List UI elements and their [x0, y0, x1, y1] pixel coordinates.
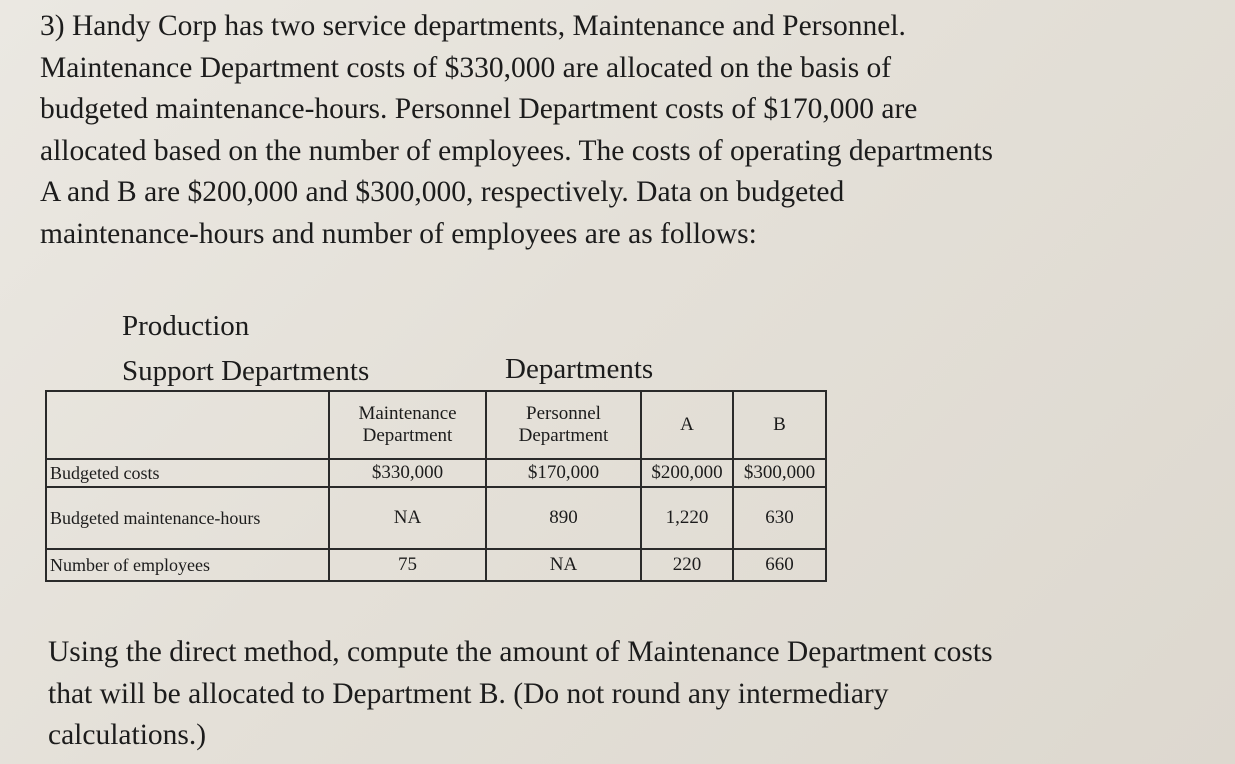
question-line-2: Maintenance Department costs of $330,000 are allocated on the basis of — [40, 51, 892, 84]
question-line-4: allocated based on the number of employees. The costs of operating departments — [40, 134, 993, 167]
table-row — [46, 487, 826, 549]
footer-line-2: that will be allocated to Department B. (Do not round any intermediary — [48, 677, 889, 710]
cell-hours-personnel-value: 890 — [549, 507, 578, 528]
header-b: B — [733, 391, 826, 459]
cell-employees-personnel: NA — [486, 549, 641, 581]
table-row — [46, 459, 826, 487]
header-personnel-line1: Personnel — [526, 403, 601, 424]
header-personnel-line2: Department — [518, 425, 609, 446]
row-label-maintenance-hours: Budgeted maintenance-hours — [46, 487, 329, 549]
departments-header: Departments — [505, 353, 654, 385]
support-departments-header: Support Departments — [122, 355, 370, 387]
footer-line-1: Using the direct method, compute the amount of Maintenance Department costs — [48, 636, 993, 668]
cell-hours-personnel — [486, 487, 641, 549]
row-label-employees: Number of employees — [46, 549, 329, 581]
cell-hours-maintenance — [329, 487, 486, 549]
question-text — [40, 6, 1220, 255]
question-line-5: A and B are $200,000 and $300,000, respectively. Data on budgeted — [40, 176, 845, 208]
question-line-6: maintenance-hours and number of employees are as follows: — [40, 217, 757, 250]
cell-hours-b-value: 630 — [765, 507, 794, 528]
row-label-budgeted-costs: Budgeted costs — [46, 459, 329, 487]
cell-employees-b: 660 — [733, 549, 826, 581]
cell-hours-maintenance-value: NA — [393, 507, 422, 528]
header-maintenance-line1: Maintenance — [358, 403, 457, 424]
table-row — [46, 549, 826, 581]
cell-hours-a-value: 1,220 — [665, 507, 709, 528]
cell-employees-maintenance: 75 — [329, 549, 486, 581]
question-line-3: budgeted maintenance-hours. Personnel Department costs of $170,000 are — [40, 93, 918, 125]
header-maintenance — [329, 391, 486, 459]
footer-line-3: calculations.) — [48, 719, 207, 751]
header-a: A — [641, 391, 733, 459]
header-blank-cell — [46, 391, 329, 459]
header-personnel — [486, 391, 641, 459]
cell-employees-a: 220 — [641, 549, 733, 581]
cell-hours-b — [733, 487, 826, 549]
cell-costs-maintenance: $330,000 — [329, 459, 486, 487]
table-header-row — [46, 391, 826, 459]
question-line-1: 3) Handy Corp has two service departments, Maintenance and Personnel. — [40, 10, 906, 42]
data-table — [45, 390, 827, 582]
cell-costs-personnel: $170,000 — [486, 459, 641, 487]
cell-hours-a — [641, 487, 733, 549]
footer-question — [48, 632, 1228, 757]
header-maintenance-line2: Department — [362, 425, 453, 446]
production-header: Production — [122, 310, 250, 342]
cell-costs-a: $200,000 — [641, 459, 733, 487]
cell-costs-b: $300,000 — [733, 459, 826, 487]
